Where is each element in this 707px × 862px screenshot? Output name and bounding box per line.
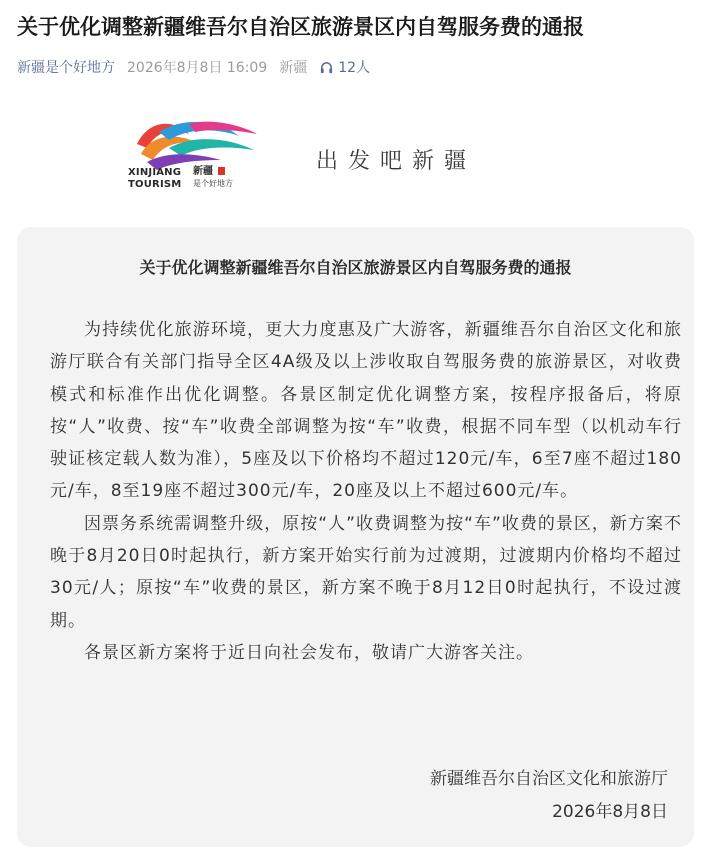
signature-date: 2026年8月8日 <box>552 802 668 822</box>
logo-chinese-text: 新疆 <box>193 166 213 177</box>
banner-slogan: 出发吧新疆 <box>316 149 477 174</box>
publish-datetime: 2026年8月8日 16:09 <box>127 60 268 76</box>
logo-seal-icon <box>218 167 225 175</box>
account-name-link[interactable]: 新疆是个好地方 <box>17 60 115 76</box>
logo-chinese-subtext: 是个好地方 <box>193 179 233 188</box>
notice-paragraph: 为持续优化旅游环境，更大力度惠及广大游客，新疆维吾尔自治区文化和旅游厅联合有关部门指导全区4A级及以上涉收取自驾服务费的旅游景区，对收费模式和标准作出优化调整。各景区制定优化调整方案，按程序报备后，将原按“人”收费、按“车”收费全部调整为按“车”收费，根据不同车型（以机动车行驶证核定载人数为准），5座及以下价格均不超过120元/车，6至7座不超过180元/车，8至19座不超过300元/车，20座及以上不超过600元/车。 <box>50 320 682 502</box>
signature-organization: 新疆维吾尔自治区文化和旅游厅 <box>430 769 668 789</box>
article-title: 关于优化调整新疆维吾尔自治区旅游景区内自驾服务费的通报 <box>17 15 584 39</box>
article-meta <box>17 57 370 77</box>
notice-body <box>50 314 682 669</box>
notice-card <box>17 227 694 847</box>
listen-button[interactable] <box>319 57 370 77</box>
notice-paragraph: 各景区新方案将于近日向社会发布，敬请广大游客关注。 <box>84 642 534 663</box>
listener-count: 12人 <box>338 60 371 76</box>
xinjiang-tourism-logo-icon <box>129 114 269 174</box>
headphones-icon <box>319 60 334 75</box>
notice-paragraph: 因票务系统需调整升级，原按“人”收费调整为按“车”收费的景区，新方案不晚于8月20日0时起执行，新方案开始实行前为过渡期，过渡期内价格均不超过30元/人；原按“车”收费的景区，新方案不晚于8月12日0时起执行，不设过渡期。 <box>50 513 682 631</box>
notice-title: 关于优化调整新疆维吾尔自治区旅游景区内自驾服务费的通报 <box>139 258 572 277</box>
publish-region: 新疆 <box>279 60 308 76</box>
logo-english-text: XINJIANG TOURISM <box>128 167 182 190</box>
header-banner-image <box>17 104 690 204</box>
